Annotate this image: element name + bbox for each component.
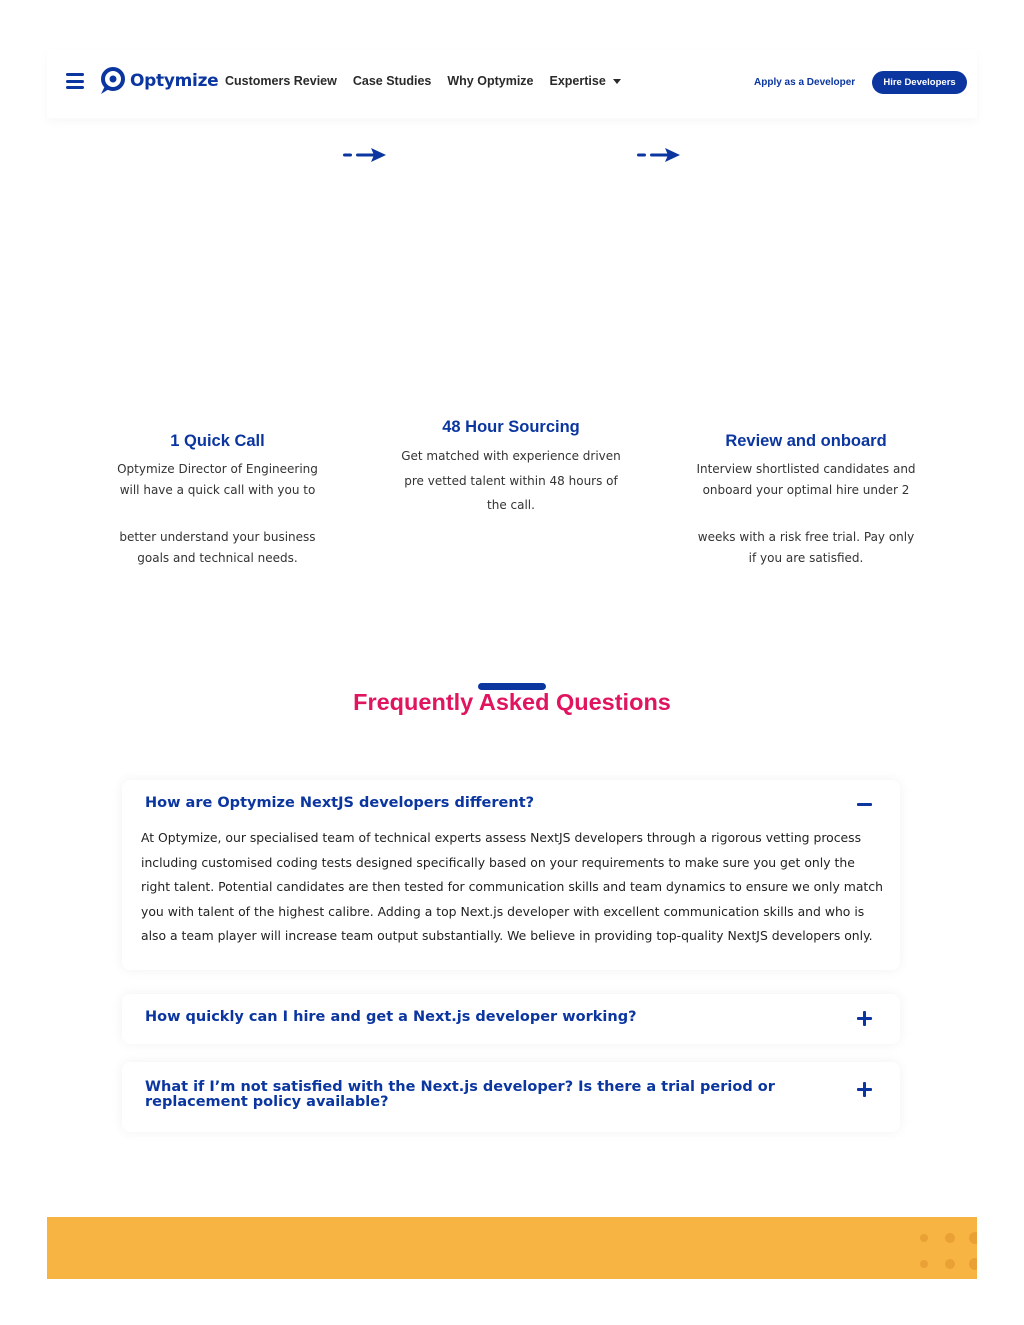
plus-icon[interactable] [857, 1082, 872, 1097]
decorative-dot [969, 1258, 977, 1270]
faq-item [122, 994, 900, 1044]
step-title: 48 Hour Sourcing [442, 418, 580, 436]
main-nav [225, 74, 621, 88]
cta-banner [47, 1217, 977, 1279]
decorative-dot [945, 1259, 955, 1269]
step-text: Optymize Director of Engineering will have a quick call with you to [117, 462, 318, 497]
nav-expertise[interactable] [550, 74, 621, 88]
logo[interactable] [99, 67, 218, 95]
arrow-right-icon [635, 147, 681, 163]
apply-as-developer-link[interactable]: Apply as a Developer [754, 77, 856, 88]
minus-icon[interactable] [857, 797, 872, 812]
faq-answer: At Optymize, our specialised team of technical experts assess NextJS developers through a rigorous vetting process including customised coding tests designed specifically based on your requirements to make sure you get only the right talent. Potential candidates are then tested for communication skills and team dynamics to ensure we only match you with talent of the highest calibre. Adding a top Next.js developer with excellent communication skills and who is also a team player will increase team output substantially. We believe in providing top-quality NextJS developers only. [141, 830, 883, 943]
step-text: weeks with a risk free trial. Pay only if you are satisfied. [697, 530, 915, 565]
faq-question[interactable]: How are Optymize NextJS developers different? [145, 795, 535, 811]
step-48-hour-sourcing [400, 418, 622, 518]
nav-case-studies[interactable]: Case Studies [352, 74, 432, 88]
faq-item [122, 780, 900, 970]
step-text: better understand your business goals and technical needs. [119, 530, 316, 565]
faq-heading: Frequently Asked Questions [353, 689, 671, 715]
step-quick-call [110, 432, 325, 568]
nav-customers-review[interactable]: Customers Review [225, 74, 337, 88]
faq-question[interactable]: What if I’m not satisfied with the Next.js developer? Is there a trial period or replacement policy available? [145, 1079, 775, 1110]
decorative-dot [945, 1233, 955, 1243]
nav-expertise-label: Expertise [549, 74, 606, 88]
plus-icon[interactable] [857, 1011, 872, 1026]
nav-why-optymize[interactable]: Why Optymize [447, 74, 534, 88]
arrow-right-icon [341, 147, 387, 163]
decorative-dot [969, 1232, 977, 1244]
caret-down-icon [613, 79, 621, 84]
decorative-dot [920, 1260, 928, 1268]
menu-icon[interactable] [66, 73, 84, 89]
faq-item [122, 1062, 900, 1132]
logo-text: Optymize [130, 71, 219, 91]
site-header [47, 50, 977, 118]
decorative-dot [920, 1234, 928, 1242]
step-review-onboard [693, 432, 919, 568]
step-text: Get matched with experience driven pre vetted talent within 48 hours of the call. [401, 449, 621, 512]
step-title: Review and onboard [725, 432, 887, 450]
hire-developers-button[interactable]: Hire Developers [872, 71, 967, 94]
step-text: Interview shortlisted candidates and onboard your optimal hire under 2 [696, 462, 916, 497]
faq-question[interactable]: How quickly can I hire and get a Next.js developer working? [145, 1009, 637, 1025]
step-title: 1 Quick Call [170, 432, 265, 450]
optymize-logo-icon [99, 67, 125, 95]
